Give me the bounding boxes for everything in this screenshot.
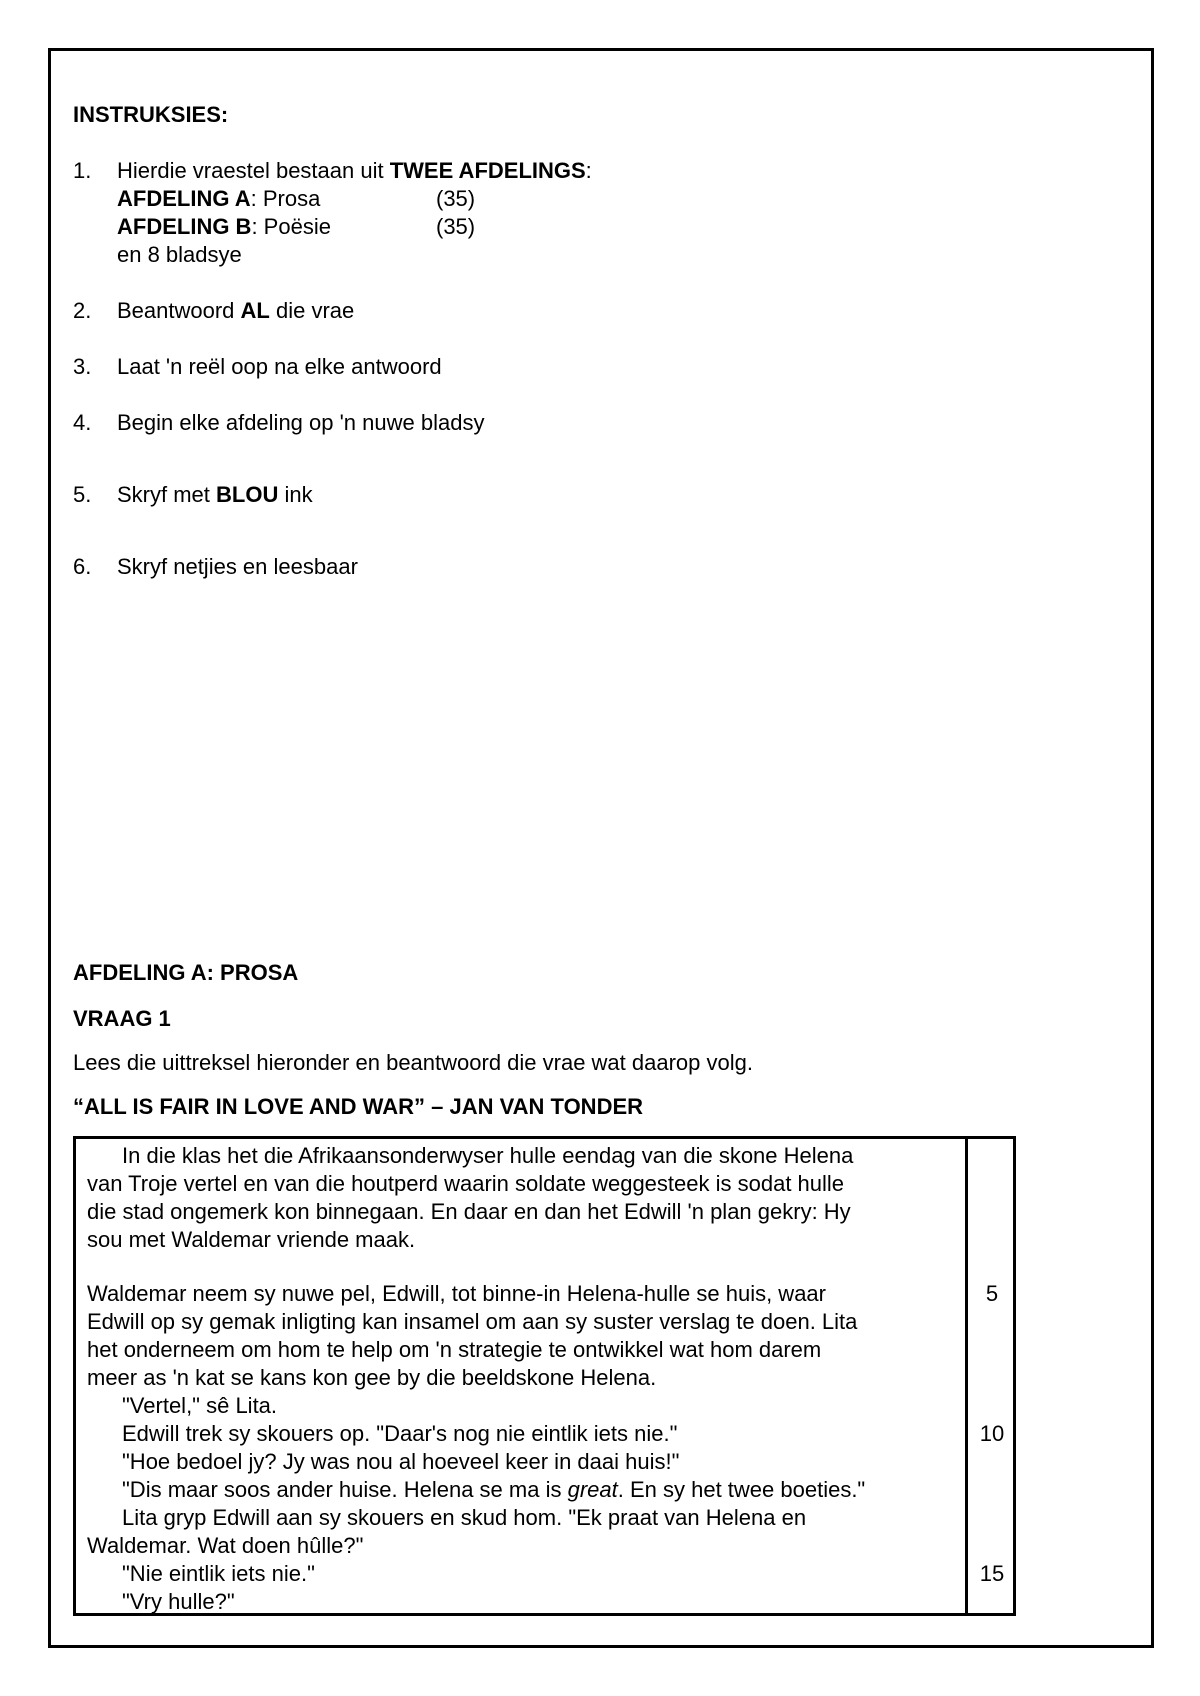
instruction-item-3: Laat 'n reël oop na elke antwoord	[117, 354, 442, 379]
excerpt-line: Waldemar. Wat doen hûlle?"	[87, 1533, 364, 1558]
section-a-marks: (35)	[436, 186, 476, 211]
excerpt-line: "Vry hulle?"	[122, 1589, 235, 1614]
instruction-item-1: Hierdie vraestel bestaan uit TWEE AFDELINGS:	[117, 158, 592, 183]
excerpt-line: van Troje vertel en van die houtperd waarin soldate weggesteek is sodat hulle	[87, 1171, 845, 1196]
section-b-info: AFDELING B: Poësie	[117, 214, 331, 239]
instruction-number: 6.	[73, 554, 92, 579]
instruction-item-2: Beantwoord AL die vrae	[117, 298, 355, 323]
line-number: 10	[979, 1421, 1005, 1446]
section-a-heading: AFDELING A: PROSA	[73, 960, 299, 985]
question-instruction: Lees die uittreksel hieronder en beantwoord die vrae wat daarop volg.	[73, 1050, 753, 1075]
excerpt-line: "Hoe bedoel jy? Jy was nou al hoeveel keer in daai huis!"	[122, 1449, 680, 1474]
excerpt-line: In die klas het die Afrikaansonderwyser hulle eendag van die skone Helena	[122, 1143, 854, 1168]
line-number-divider	[965, 1139, 968, 1613]
instruction-item-6: Skryf netjies en leesbaar	[117, 554, 358, 579]
instructions-heading: INSTRUKSIES:	[73, 102, 229, 127]
instruction-number: 4.	[73, 410, 92, 435]
excerpt-line: het onderneem om hom te help om 'n strategie te ontwikkel wat hom darem	[87, 1337, 822, 1362]
line-number: 5	[985, 1281, 999, 1306]
instruction-number: 1.	[73, 158, 92, 183]
excerpt-title: “ALL IS FAIR IN LOVE AND WAR” – JAN VAN TONDER	[73, 1094, 644, 1119]
excerpt-line: meer as 'n kat se kans kon gee by die beeldskone Helena.	[87, 1365, 657, 1390]
excerpt-line: Edwill trek sy skouers op. "Daar's nog nie eintlik iets nie."	[122, 1421, 678, 1446]
excerpt-line: Waldemar neem sy nuwe pel, Edwill, tot binne-in Helena-hulle se huis, waar	[87, 1281, 826, 1306]
excerpt-box	[73, 1136, 1016, 1616]
instruction-item-5: Skryf met BLOU ink	[117, 482, 313, 507]
instruction-item-4: Begin elke afdeling op 'n nuwe bladsy	[117, 410, 485, 435]
section-b-marks: (35)	[436, 214, 476, 239]
instruction-number: 2.	[73, 298, 92, 323]
instruction-number: 5.	[73, 482, 92, 507]
excerpt-line: "Vertel," sê Lita.	[122, 1393, 278, 1418]
excerpt-line: die stad ongemerk kon binnegaan. En daar en dan het Edwill 'n plan gekry: Hy	[87, 1199, 851, 1224]
excerpt-line: Lita gryp Edwill aan sy skouers en skud hom. "Ek praat van Helena en	[122, 1505, 807, 1530]
excerpt-line: "Dis maar soos ander huise. Helena se ma is great. En sy het twee boeties."	[122, 1477, 866, 1502]
page-count: en 8 bladsye	[117, 242, 242, 267]
question-heading: VRAAG 1	[73, 1006, 171, 1031]
line-number: 15	[979, 1561, 1005, 1586]
instruction-number: 3.	[73, 354, 92, 379]
section-a-info: AFDELING A: Prosa	[117, 186, 321, 211]
excerpt-line: "Nie eintlik iets nie."	[122, 1561, 315, 1586]
excerpt-line: sou met Waldemar vriende maak.	[87, 1227, 416, 1252]
excerpt-line: Edwill op sy gemak inligting kan insamel om aan sy suster verslag te doen. Lita	[87, 1309, 858, 1334]
